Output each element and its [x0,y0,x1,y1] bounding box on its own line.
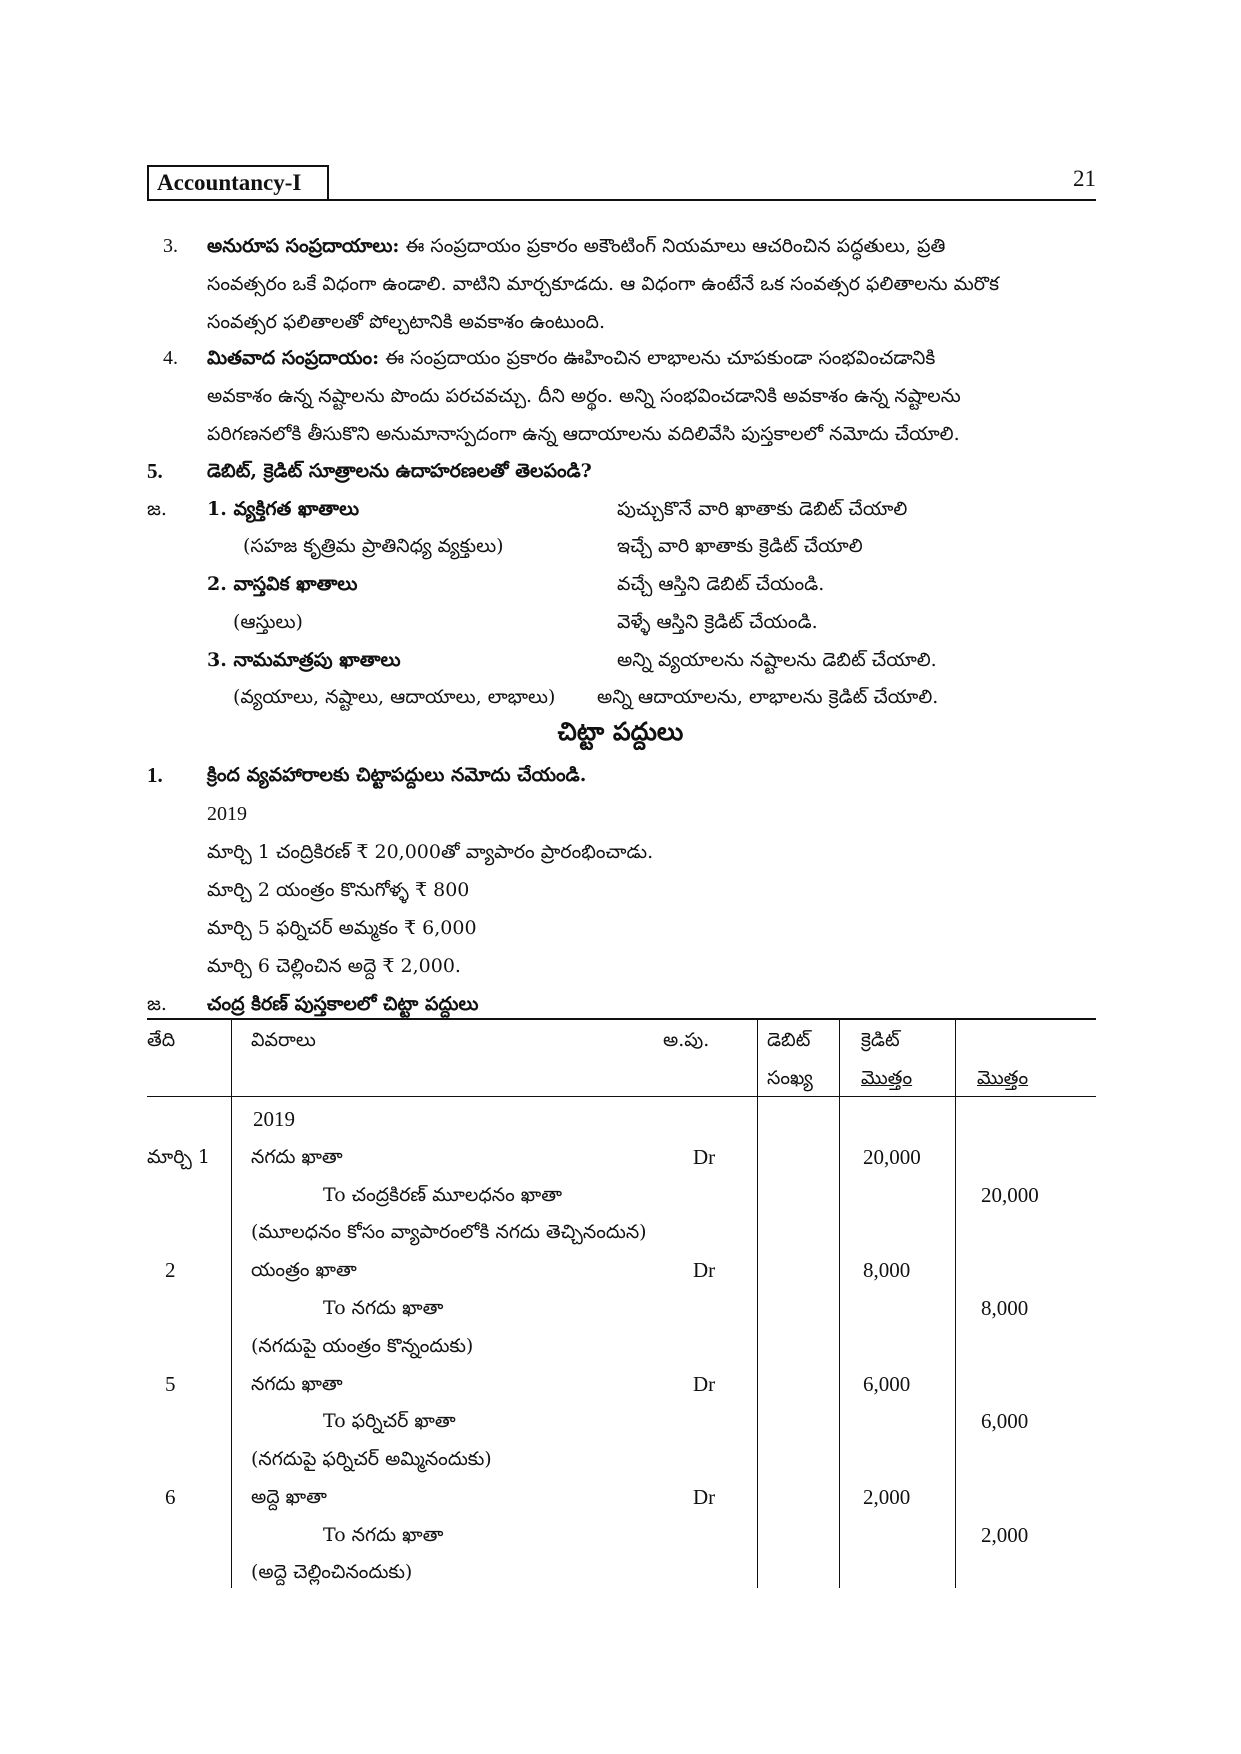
point-4-line-2: అవకాశం ఉన్న నష్టాలను పొందు పరచవచ్చు. దీని అర్థం. అన్ని సంభవించడానికి అవకాశం ఉన్న నష్టాలను [207,385,961,407]
book-title: Accountancy-I [147,165,329,201]
table-row-credit-amount: 2,000 [981,1523,1029,1547]
page-number: 21 [1073,166,1096,191]
table-row-debit-account: నగదు ఖాతా [251,1146,343,1168]
table-col-divider [757,1018,758,1588]
rule-4-right: వెళ్ళే ఆస్తిని క్రెడిట్ చేయండి. [617,611,818,633]
point-3-line-2: సంవత్సరం ఒకే విధంగా ఉండాలి. వాటిని మార్చకూడదు. ఆ విధంగా ఉంటేనే ఒక సంవత్సర ఫలితాలను మరొక [207,273,1000,295]
table-row-credit-amount: 20,000 [981,1183,1039,1207]
table-row-date: 5 [165,1372,176,1396]
transaction-4: మార్చి 6 చెల్లించిన అద్దె ₹ 2,000. [207,955,461,977]
rule-2-right: ఇచ్చే వారి ఖాతాకు క్రెడిట్ చేయాలి [617,535,863,557]
table-row-narration: (నగదుపై ఫర్నిచర్ అమ్మినందుకు) [251,1448,492,1470]
table-row-debit-account: యంత్రం ఖాతా [251,1259,357,1281]
point-3-paragraph [207,227,1095,341]
rule-4-left: (ఆస్తులు) [233,611,303,633]
table-col-divider [231,1018,232,1588]
table-row-date: 2 [165,1258,176,1282]
answer-marker: జ. [147,498,167,520]
point-3-label: అనురూప సంప్రదాయాలు: [207,235,400,257]
header-debit-line1: డెబిట్ [767,1029,811,1051]
table-row-debit-account: అద్దె ఖాతా [251,1486,327,1508]
table-row-credit-account: To నగదు ఖాతా [323,1524,444,1546]
answer-title: చంద్ర కిరణ్ పుస్తకాలలో చిట్టా పద్దులు [207,993,479,1015]
rule-2-left: (సహజ కృత్రిమ ప్రాతినిధ్య వ్యక్తులు) [243,535,504,557]
table-row-dr: Dr [693,1485,716,1509]
table-row-date: మార్చి 1 [147,1146,210,1168]
question-1-number: 1. [147,763,163,787]
rule-5-right: అన్ని వ్యయాలను నష్టాలను డెబిట్ చేయాలి. [617,649,937,671]
question-5-text: డెబిట్, క్రెడిట్ సూత్రాలను ఉదాహరణలతో తెలపండి? [207,460,592,482]
table-row-debit-amount: 20,000 [863,1145,921,1169]
transaction-1: మార్చి 1 చంద్రికిరణ్ ₹ 20,000తో వ్యాపారం ప్రారంభించాడు. [207,841,654,863]
rule-3-left: 2. వాస్తవిక ఖాతాలు [207,573,358,595]
rule-6-left: (వ్యయాలు, నష్టాలు, ఆదాయాలు, లాభాలు) [233,686,556,708]
table-row-credit-account: To నగదు ఖాతా [323,1297,444,1319]
table-row-debit-amount: 6,000 [863,1372,911,1396]
header-particulars: వివరాలు [251,1029,316,1051]
table-row-dr: Dr [693,1372,716,1396]
point-4-line-3: పరిగణనలోకి తీసుకొని అనుమానాస్పదంగా ఉన్న ఆదాయాలను వదిలివేసి పుస్తకాలలో నమోదు చేయాలి. [207,423,960,445]
transaction-3: మార్చి 5 ఫర్నిచర్ అమ్మకం ₹ 6,000 [207,917,477,939]
table-row-narration: (అద్దె చెల్లించినందుకు) [251,1561,413,1583]
point-3-line-1: ఈ సంప్రదాయం ప్రకారం అకౌంటింగ్ నియమాలు ఆచరించిన పద్ధతులు, ప్రతి [399,235,946,257]
table-row-credit-account: To చంద్రకిరణ్ మూలధనం ఖాతా [323,1184,563,1206]
point-4-number: 4. [163,347,178,369]
table-year: 2019 [253,1107,295,1131]
section-title: చిట్టా పద్దులు [557,717,684,746]
table-row-narration: (మూలధనం కోసం వ్యాపారంలోకి నగదు తెచ్చినందున) [251,1221,647,1243]
rule-3-right: వచ్చే ఆస్తిని డెబిట్ చేయండి. [617,573,825,595]
rule-1-left: 1. వ్యక్తిగత ఖాతాలు [207,498,360,520]
table-row-narration: (నగదుపై యంత్రం కొన్నందుకు) [251,1335,474,1357]
table-header-rule [147,1096,1096,1097]
answer-marker-2: జ. [147,993,167,1015]
table-row-credit-account: To ఫర్నిచర్ ఖాతా [323,1410,456,1432]
table-row-dr: Dr [693,1258,716,1282]
question-5-number: 5. [147,459,163,483]
point-3-line-3: సంవత్సర ఫలితాలతో పోల్చటానికి అవకాశం ఉంటుంది. [207,311,606,333]
rule-6-right: అన్ని ఆదాయాలను, లాభాలను క్రెడిట్ చేయాలి. [597,686,939,708]
table-row-credit-amount: 6,000 [981,1409,1029,1433]
table-row-debit-account: నగదు ఖాతా [251,1373,343,1395]
point-3-number: 3. [163,235,178,257]
table-row-debit-amount: 2,000 [863,1485,911,1509]
table-row-date: 6 [165,1485,176,1509]
table-col-divider [839,1018,840,1588]
table-row-debit-amount: 8,000 [863,1258,911,1282]
header-credit-line2: మొత్తం [861,1067,913,1089]
table-row-dr: Dr [693,1145,716,1169]
header-lf: అ.పు. [663,1029,710,1051]
header-total: మొత్తం [977,1067,1029,1089]
table-row-credit-amount: 8,000 [981,1296,1029,1320]
rule-1-right: పుచ్చుకొనే వారి ఖాతాకు డెబిట్ చేయాలి [617,498,908,520]
table-top-rule [147,1018,1096,1020]
header-credit-line1: క్రెడిట్ [861,1029,900,1051]
point-4-label: మితవాద సంప్రదాయం: [207,347,380,369]
header-debit-line2: సంఖ్య [767,1067,813,1089]
question-1-text: క్రింద వ్యవహారాలకు చిట్టాపద్దులు నమోదు చేయండి. [207,764,587,786]
transaction-2: మార్చి 2 యంత్రం కొనుగోళ్ళ ₹ 800 [207,879,470,901]
rule-5-left: 3. నామమాత్రపు ఖాతాలు [207,649,401,671]
table-col-divider [955,1018,956,1588]
question-1-year: 2019 [207,803,247,825]
header-rule [329,199,1096,201]
header-date: తేది [147,1029,176,1051]
point-4-line-1: ఈ సంప్రదాయం ప్రకారం ఊహించిన లాభాలను చూపకుండా సంభవించడానికి [379,347,936,369]
point-4-paragraph [207,339,1095,453]
